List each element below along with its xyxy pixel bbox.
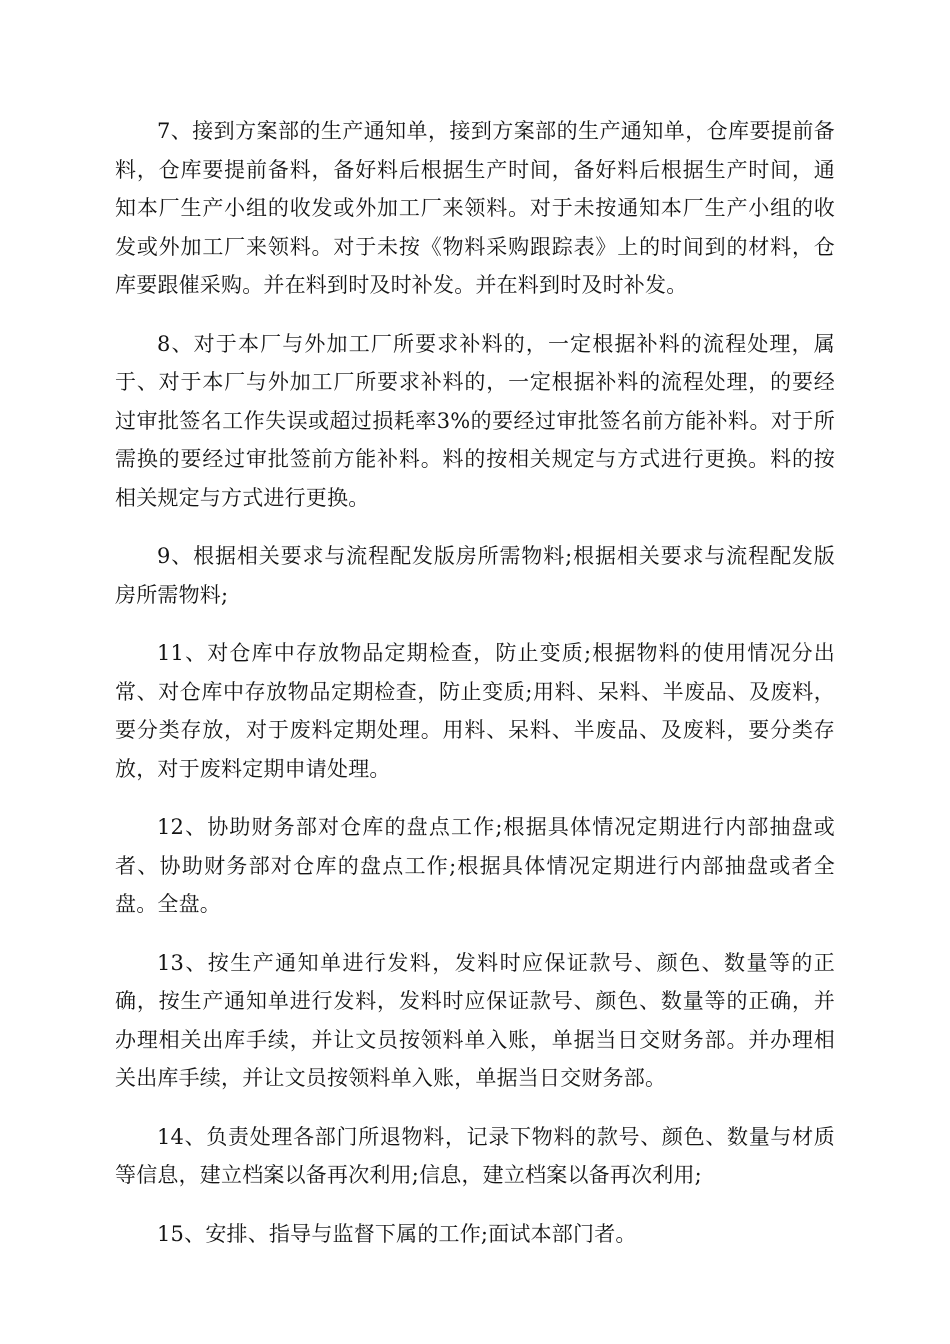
paragraph-item-9: 9、根据相关要求与流程配发版房所需物料;根据相关要求与流程配发版房所需物料;: [115, 544, 835, 607]
paragraph-item-8: 8、对于本厂与外加工厂所要求补料的，一定根据补料的流程处理，属于、对于本厂与外加工厂所要求补料的，一定根据补料的流程处理，的要经过审批签名工作失误或超过损耗率3%的要经过审批签名前方能补料。对于所需换的要经过审批签前方能补料。料的按相关规定与方式进行更换。料的按相关规定与方式进行更换。: [115, 331, 835, 510]
paragraph-item-7: 7、接到方案部的生产通知单，接到方案部的生产通知单，仓库要提前备料，仓库要提前备料，备好料后根据生产时间，备好料后根据生产时间，通知本厂生产小组的收发或外加工厂来领料。对于未按通知本厂生产小组的收发或外加工厂来领料。对于未按《物料采购跟踪表》上的时间到的材料，仓库要跟催采购。并在料到时及时补发。并在料到时及时补发。: [115, 119, 835, 297]
paragraph-item-14: 14、负责处理各部门所退物料，记录下物料的款号、颜色、数量与材质等信息，建立档案以备再次利用;信息，建立档案以备再次利用;: [115, 1124, 835, 1187]
document-body: [115, 112, 835, 1273]
paragraph-item-15: 15、安排、指导与监督下属的工作;面试本部门者。: [157, 1221, 637, 1246]
paragraph-item-12: 12、协助财务部对仓库的盘点工作;根据具体情况定期进行内部抽盘或者、协助财务部对仓库的盘点工作;根据具体情况定期进行内部抽盘或者全盘。全盘。: [115, 815, 835, 916]
paragraph-item-11: 11、对仓库中存放物品定期检查，防止变质;根据物料的使用情况分出常、对仓库中存放物品定期检查，防止变质;用料、呆料、半废品、及废料，要分类存放，对于废料定期处理。用料、呆料、半废品、及废料，要分类存放，对于废料定期申请处理。: [115, 641, 835, 781]
paragraph-item-13: 13、按生产通知单进行发料，发料时应保证款号、颜色、数量等的正确，按生产通知单进行发料，发料时应保证款号、颜色、数量等的正确，并办理相关出库手续，并让文员按领料单入账，单据当日交财务部。并办理相关出库手续，并让文员按领料单入账，单据当日交财务部。: [115, 950, 835, 1090]
